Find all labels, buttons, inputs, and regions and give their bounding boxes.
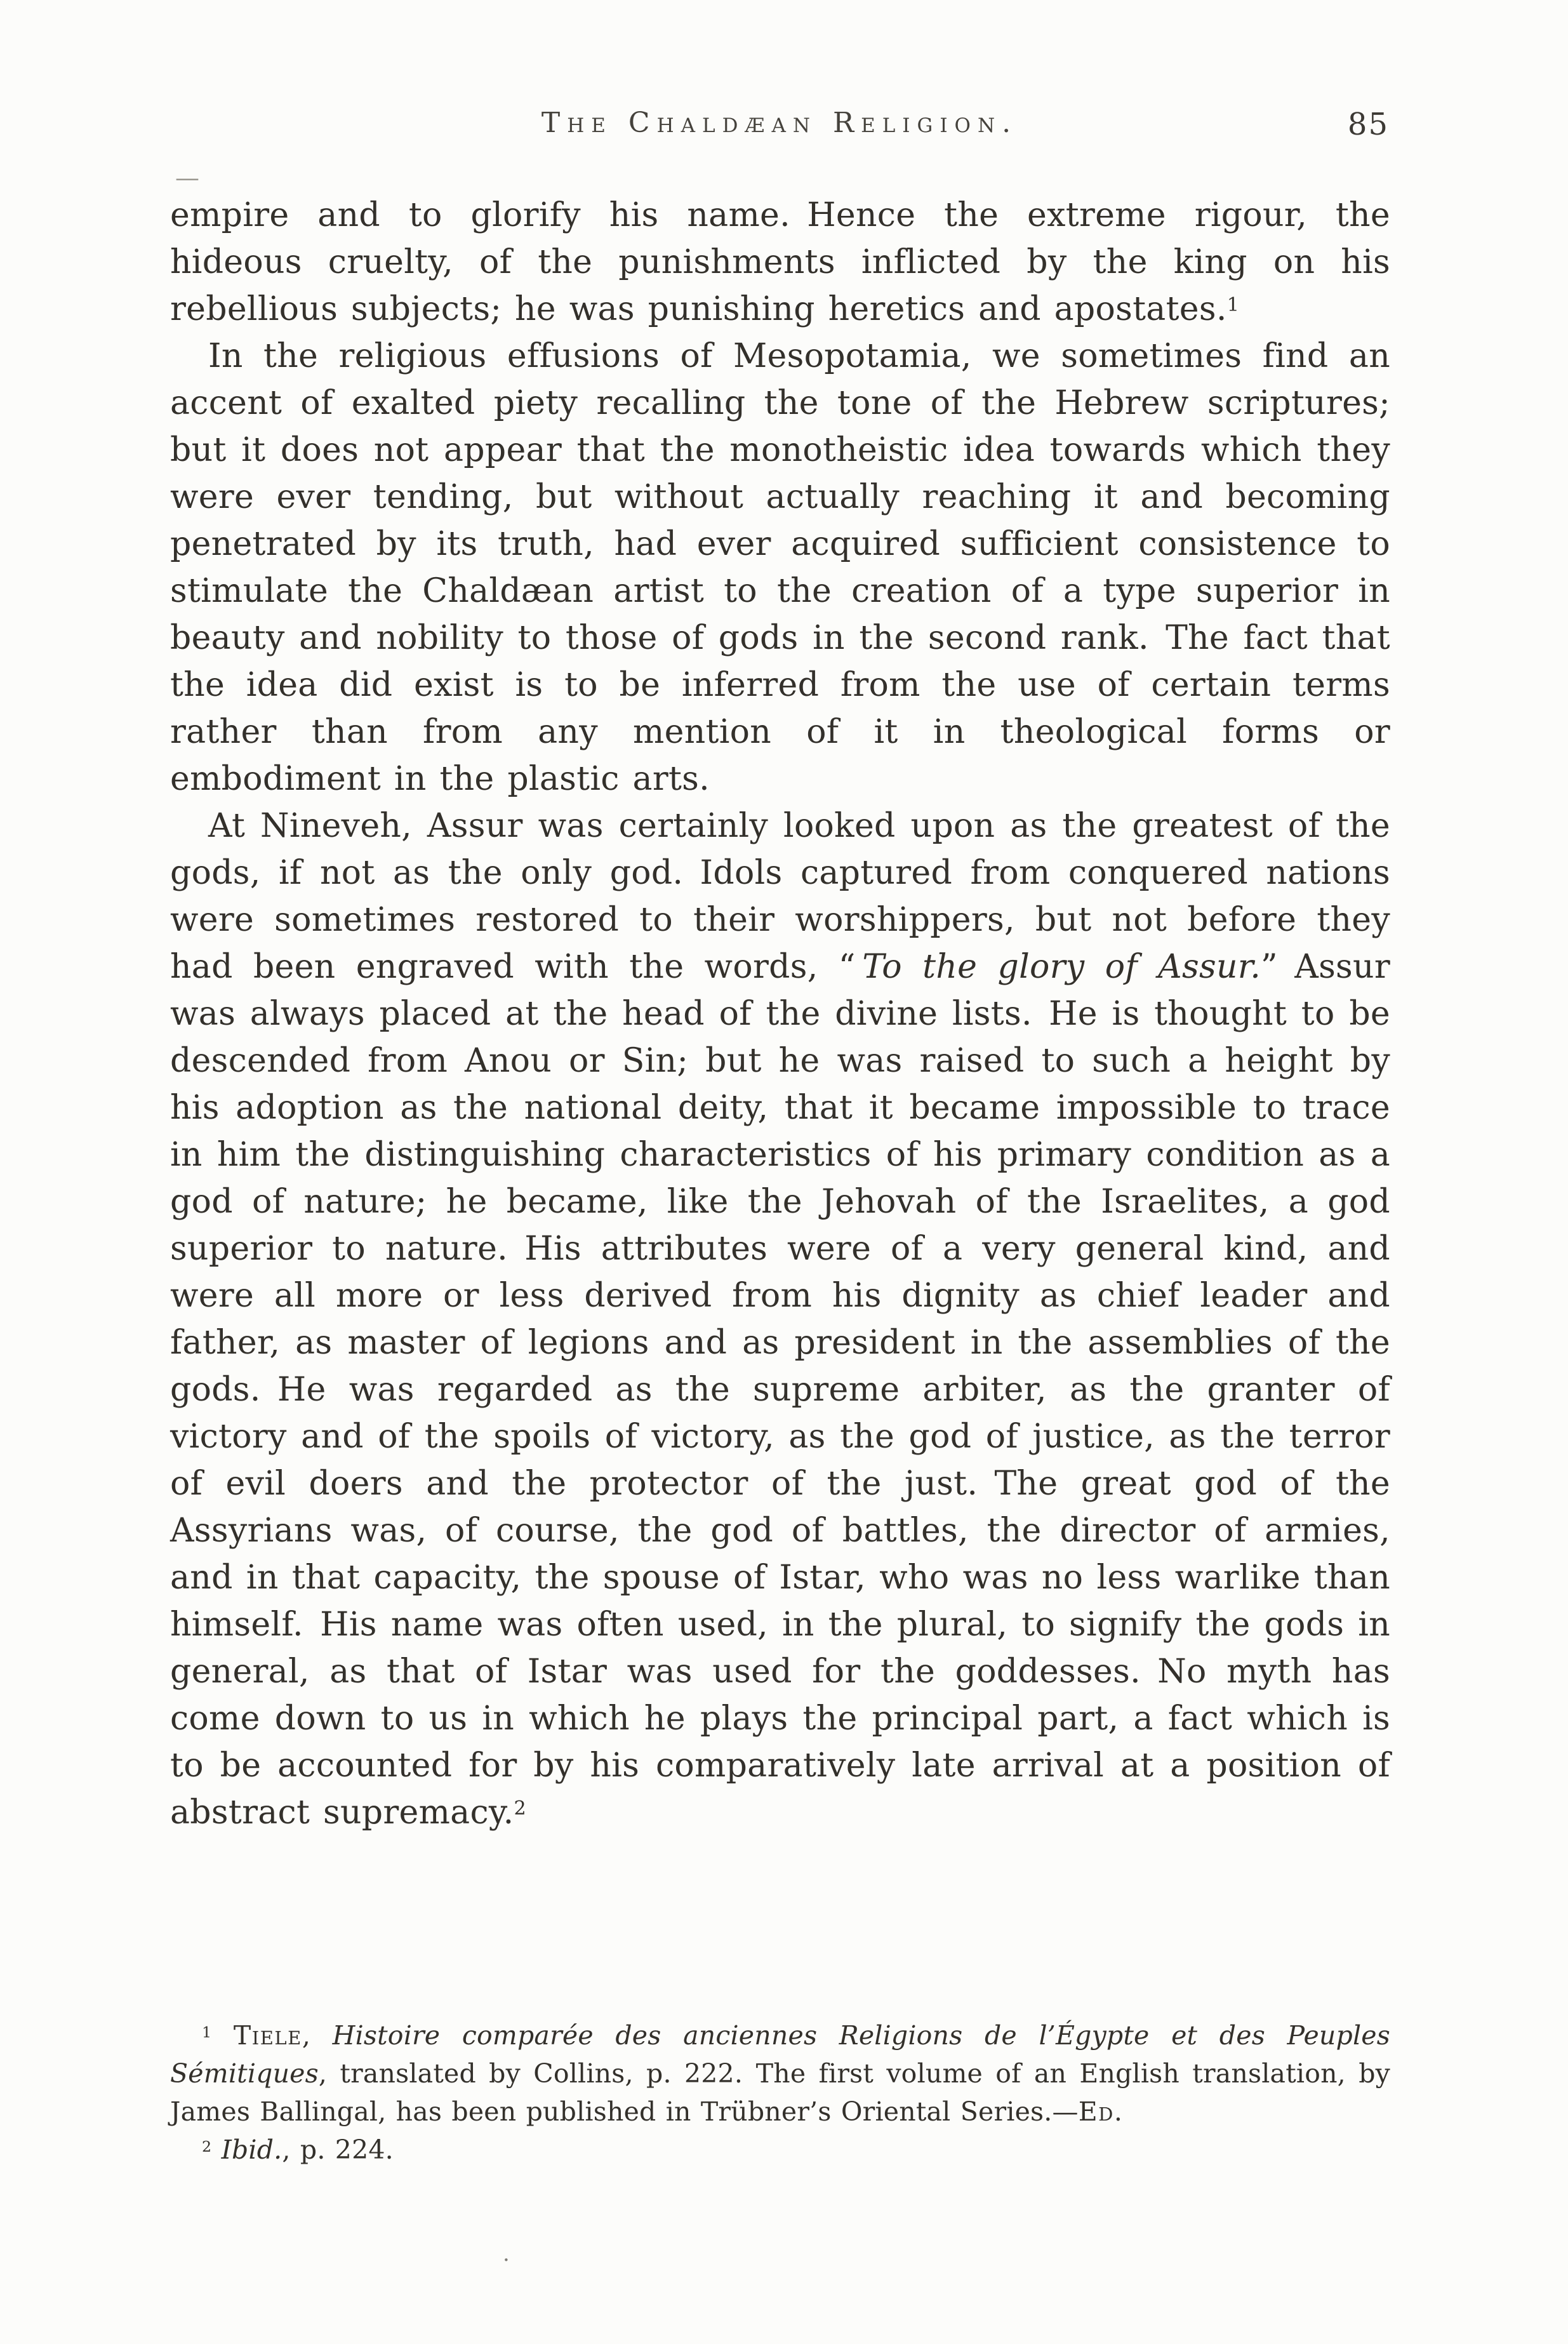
page-title: The Chaldæan Religion. [541,107,1018,139]
page-number: 85 [1347,107,1389,142]
paragraph: In the religious effusions of Mesopotamia, we sometimes find an accent of exalted piety recalling the tone of the Hebrew scriptures; but it does not appear that the monotheistic idea towards which they were ever tending, but without actually reaching it and becoming penetrated by its truth, had ever acquired sufficient consistence to stimulate the Chaldæan artist to the creation of a type superior in beauty and nobility to those of gods in the second rank. The fact that the idea did exist is to be inferred from the use of certain terms rather than from any mention of it in theological forms or embodiment in the plastic arts. [170,337,1390,798]
footnotes [170,2016,1390,2169]
printer-dot-artifact: · [503,2247,510,2273]
signature-dash-artifact: — [175,164,199,192]
page-body [170,192,1390,1836]
running-head [170,107,1389,142]
paragraph: At Nineveh, Assur was certainly looked upon as the greatest of the gods, if not as the only god. Idols captured from conquered nations were sometimes restored to their worshippers, but not before they had been engraved with the words, “ To the glory of Assur.” Assur was always placed at the head of the divine lists. He is thought to be descended from Anou or Sin; but he was raised to such a height by his adoption as the national deity, that it became impossible to trace in him the distinguishing characteristics of his primary condition as a god of nature; he became, like the Jehovah of the Israelites, a god superior to nature. His attributes were of a very general kind, and were all more or less derived from his dignity as chief leader and father, as master of legions and as president in the assemblies of the gods. He was regarded as the supreme arbiter, as the granter of victory and of the spoils of victory, as the god of justice, as the terror of evil doers and the protector of the just. The great god of the Assyrians was, of course, the god of battles, the director of armies, and in that capacity, the spouse of Istar, who was no less warlike than himself. His name was often used, in the plural, to signify the gods in general, as that of Istar was used for the goddesses. No myth has come down to us in which he plays the principal part, a fact which is to be accounted for by his comparatively late arrival at a position of abstract supremacy.$^2$ [170,807,1390,1832]
footnote: $^1$ Tiele, Histoire comparée des anciennes Religions de l’Égypte et des Peuples Sémitiques, translated by Collins, p. 222. The first volume of an English translation, by James Ballingal, has been published in Trübner’s Oriental Series.—Ed. [170,2020,1391,2127]
paragraph: empire and to glorify his name. Hence the extreme rigour, the hideous cruelty, of the punishments inflicted by the king on his rebellious subjects; he was punishing heretics and apostates.$^1$ [170,196,1390,328]
footnote: $^2$ Ibid., p. 224. [202,2134,394,2165]
